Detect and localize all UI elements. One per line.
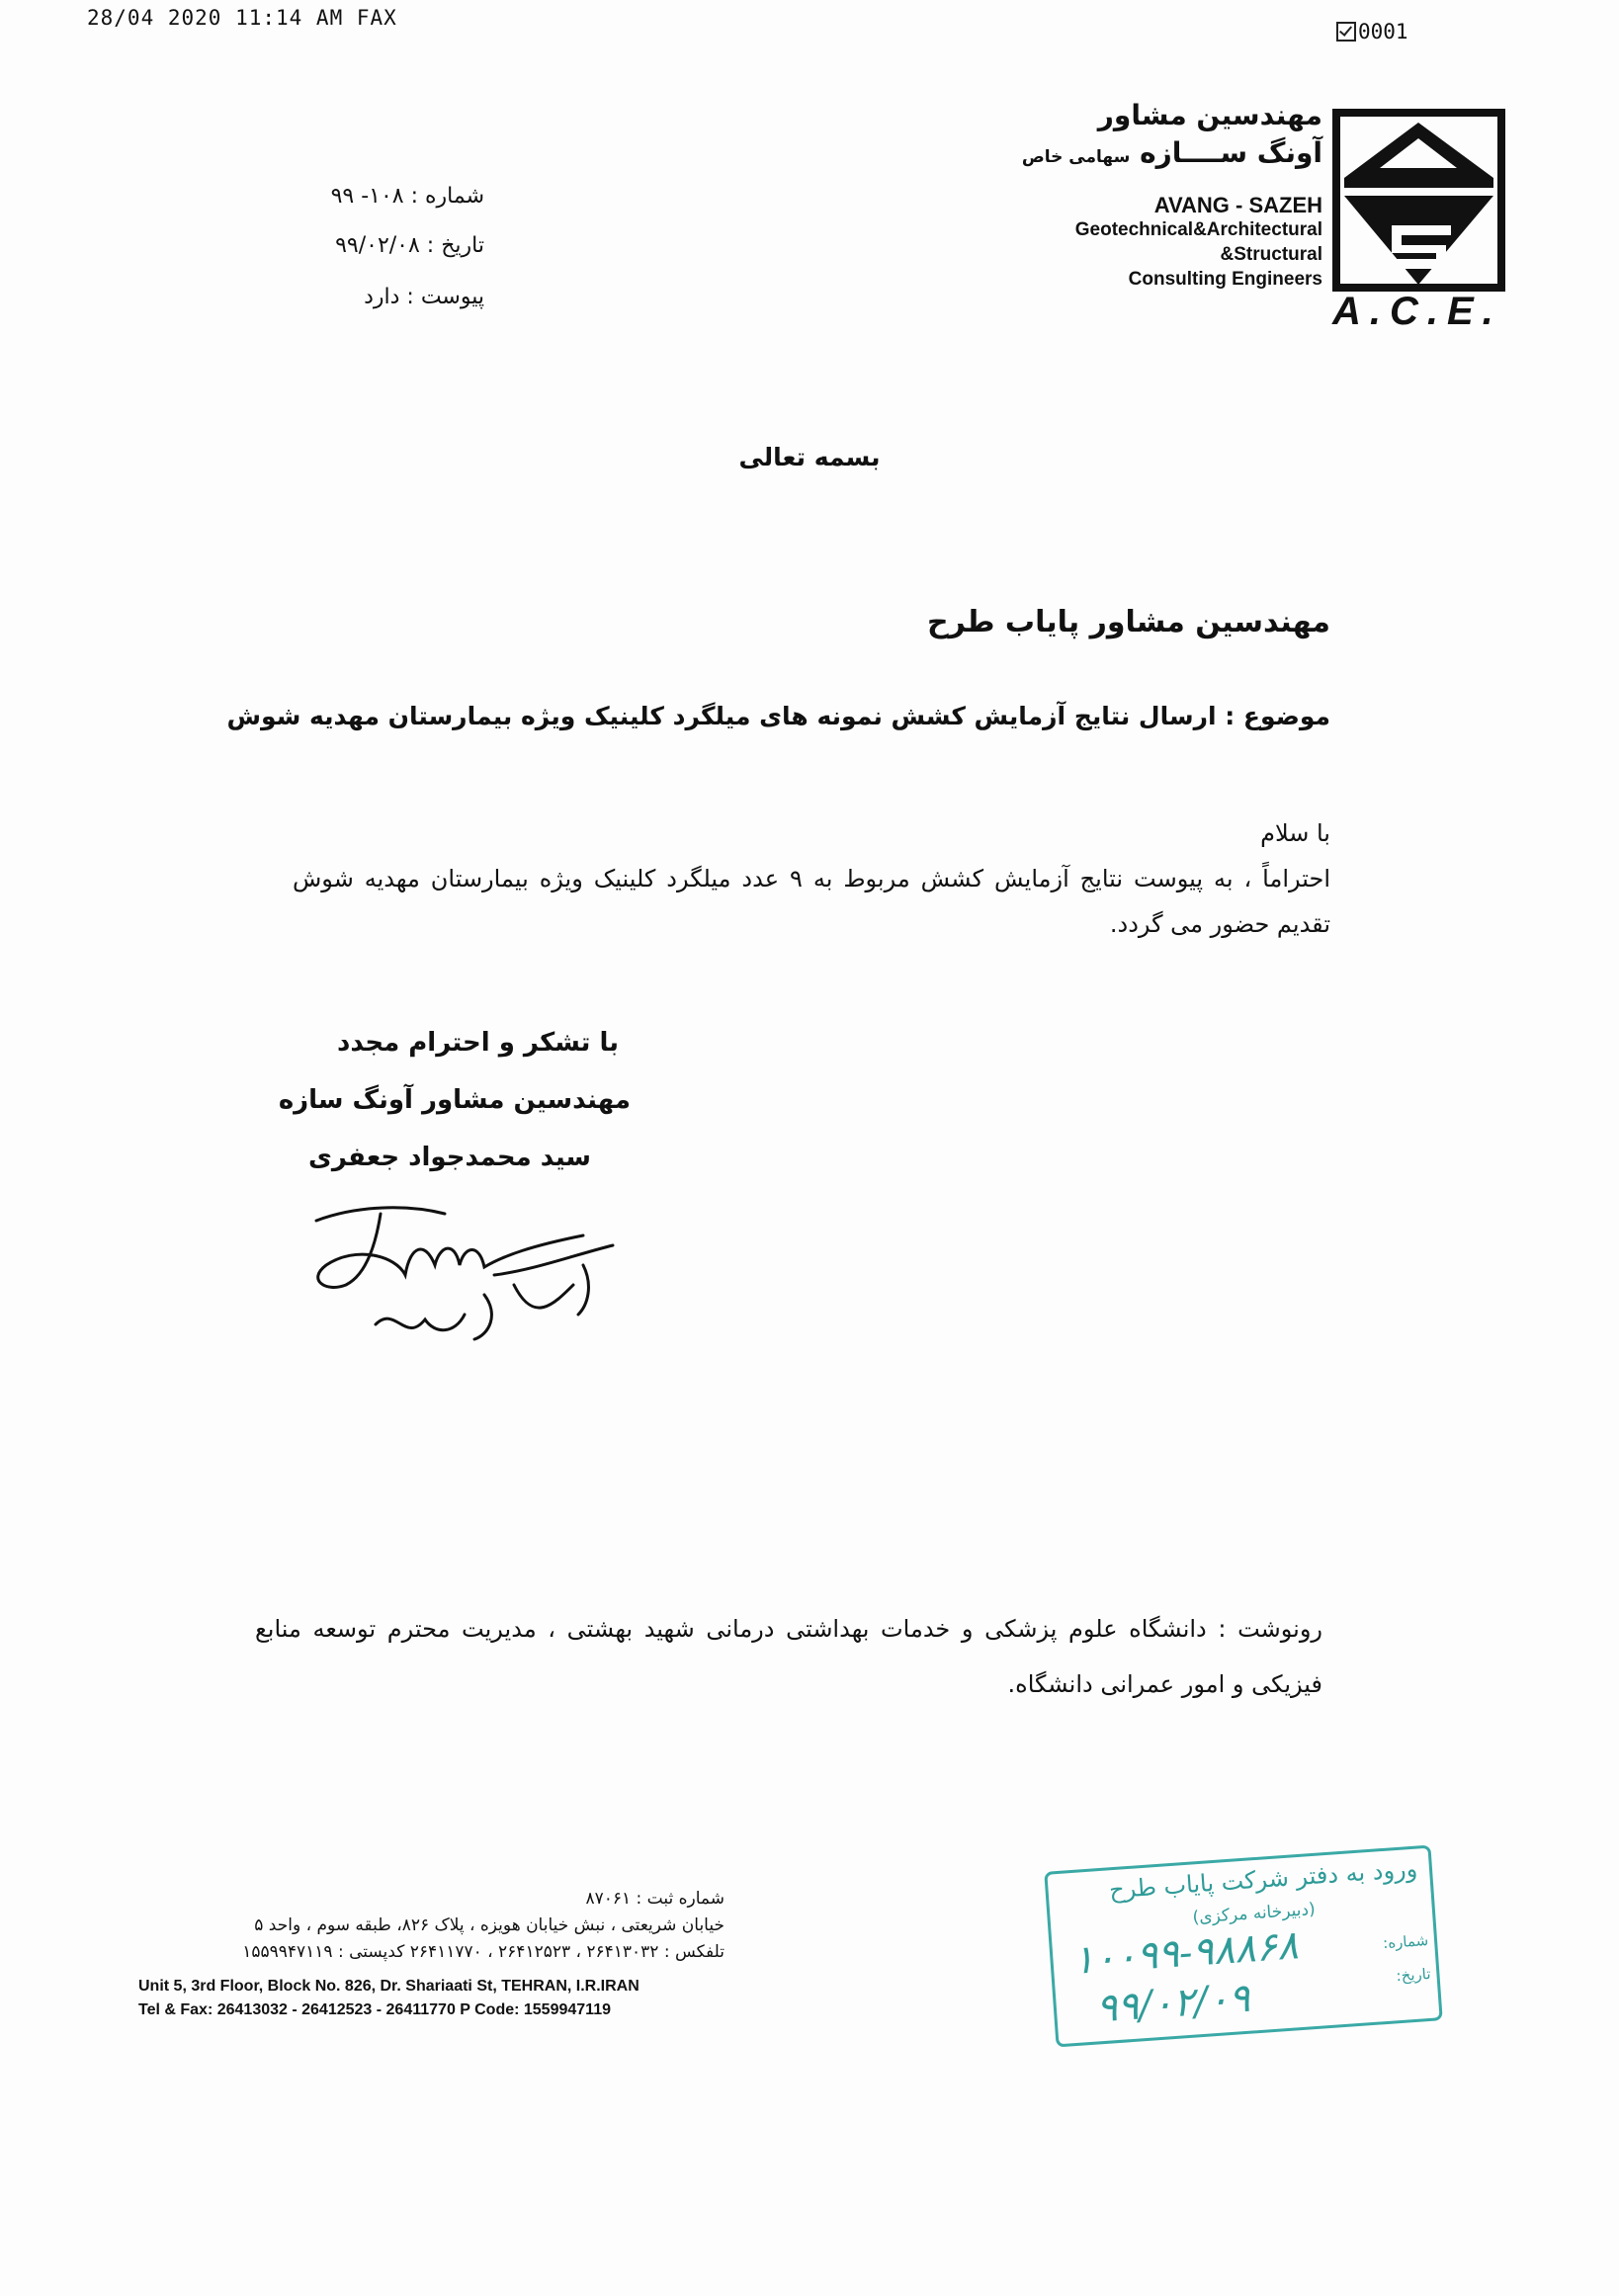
company-en-line3: &Structural <box>1220 244 1322 265</box>
letter-date: تاریخ : ۹۹/۰۲/۰۸ <box>335 233 484 258</box>
received-stamp <box>1044 1845 1442 2048</box>
checkbox-icon <box>1336 22 1356 42</box>
registration-number: شماره ثبت : ۸۷۰۶۱ <box>585 1889 724 1909</box>
letter-attachment: پیوست : دارد <box>364 285 484 309</box>
recipient: مهندسین مشاور پایاب طرح <box>926 605 1330 639</box>
footer-address-fa <box>242 1886 724 1966</box>
company-title-fa: مهندسین مشاور <box>1097 99 1322 131</box>
handwritten-signature <box>287 1186 623 1354</box>
address-en: Unit 5, 3rd Floor, Block No. 826, Dr. Shariaati St, TEHRAN, I.R.IRAN <box>138 1978 639 1995</box>
company-name-fa <box>1022 136 1322 169</box>
page-number: 0001 <box>1358 20 1408 43</box>
letter-body <box>293 810 1330 947</box>
bismillah-text: بسمه تعالی <box>738 443 881 471</box>
fax-page-counter <box>1336 20 1408 43</box>
cc-note: رونوشت : دانشگاه علوم پزشکی و خدمات بهداشتی درمانی شهید بهشتی ، مدیریت محترم توسعه منابع فیزیکی و امور عمرانی دانشگاه. <box>255 1615 1322 1698</box>
body-paragraph: احتراماً ، به پیوست نتایج آزمایش کشش مربوط به ۹ عدد میلگرد کلینیک ویژه بیمارستان مهدیه شوش تقدیم حضور می گردد. <box>293 865 1330 938</box>
company-name: آونگ ســــازه <box>1140 136 1322 169</box>
signatory-name: سید محمدجواد جعفری <box>307 1143 591 1172</box>
company-en-line2: Geotechnical&Architectural <box>1074 219 1322 240</box>
greeting: با سلام <box>1260 819 1330 847</box>
stamp-date-value: ۹۹/۰۲/۰۹ <box>1094 1975 1252 2032</box>
closing-company: مهندسین مشاور آونگ سازه <box>278 1085 631 1115</box>
stamp-title: ورود به دفتر شرکت پایاب طرح <box>1108 1854 1418 1905</box>
company-type: سهامی خاص <box>1021 147 1131 167</box>
subject-line: موضوع : ارسال نتایج آزمایش کشش نمونه های میلگرد کلینیک ویژه بیمارستان مهدیه شوش <box>226 702 1330 730</box>
phone-fa: تلفکس : ۲۶۴۱۳۰۳۲ ، ۲۶۴۱۲۵۲۳ ، ۲۶۴۱۱۷۷۰ کدپستی : ۱۵۵۹۹۴۷۱۱۹ <box>242 1942 724 1962</box>
logo-text: A.C.E. <box>1332 290 1502 333</box>
stamp-number-value: ۱۰۰۹۹-۹۸۸۶۸ <box>1071 1922 1301 1985</box>
company-name-en <box>1075 193 1322 292</box>
footer-address-en <box>138 1975 639 2022</box>
phone-en: Tel & Fax: 26413032 - 26412523 - 26411770 P Code: 1559947119 <box>138 2001 611 2018</box>
bismillah <box>0 443 1619 471</box>
company-en-line1: AVANG - SAZEH <box>1153 193 1322 217</box>
company-en-line4: Consulting Engineers <box>1128 269 1322 290</box>
address-fa: خیابان شریعتی ، نبش خیابان هویزه ، پلاک ۸۲۶، طبقه سوم ، واحد ۵ <box>254 1915 724 1935</box>
stamp-date-label: تاریخ: <box>1395 1964 1432 1986</box>
letter-number: شماره : ۱۰۸- ۹۹ <box>330 184 484 209</box>
stamp-number-label: شماره: <box>1382 1930 1429 1953</box>
fax-header: 28/04 2020 11:14 AM FAX <box>87 6 397 30</box>
stamp-subtitle: (دبیرخانه مرکزی) <box>1191 1899 1317 1928</box>
closing-regards: با تشکر و احترام مجدد <box>336 1028 619 1058</box>
company-logo-icon <box>1332 109 1505 292</box>
